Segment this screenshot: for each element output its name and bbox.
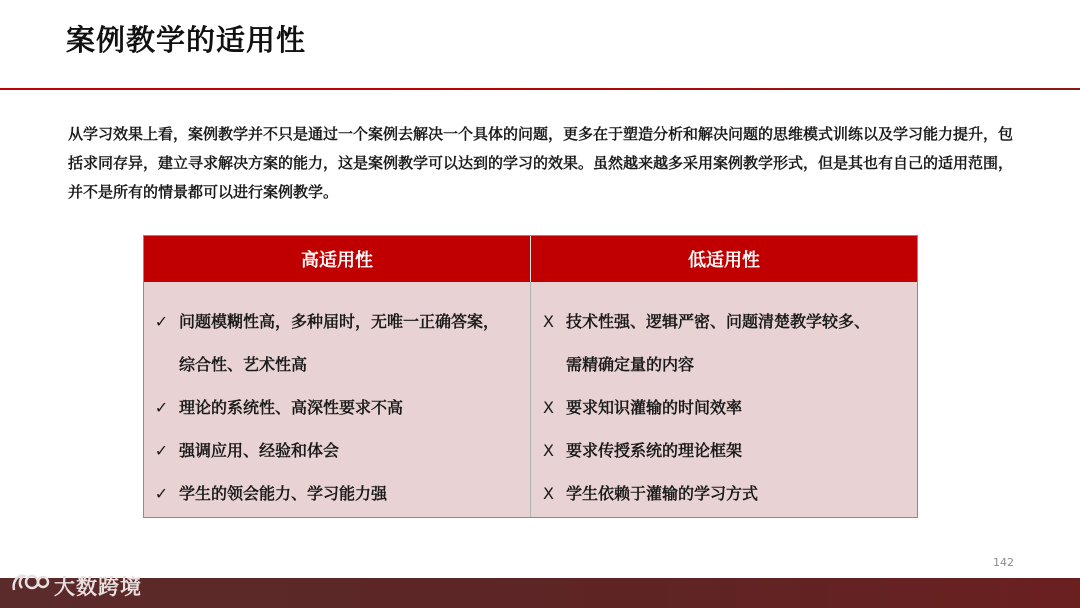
check-icon: ✓ [154, 441, 169, 460]
footer-bar [0, 578, 1080, 608]
list-item-text: 需精确定量的内容 [566, 355, 695, 374]
list-item [531, 300, 917, 386]
list-item-text: 学生依赖于灌输的学习方式 [566, 484, 759, 503]
check-icon: ✓ [154, 484, 169, 503]
watermark-text: 大数跨境 [54, 574, 142, 599]
low-applicability-column [530, 282, 917, 517]
high-applicability-header: 高适用性 [301, 250, 373, 271]
list-item [144, 472, 530, 515]
check-icon: ✓ [154, 398, 169, 417]
table-body [144, 282, 917, 517]
list-item-text: 理论的系统性、高深性要求不高 [179, 398, 404, 417]
page-number: 142 [993, 556, 1014, 569]
applicability-table [143, 235, 918, 518]
list-item-text: 技术性强、逻辑严密、问题清楚教学较多、 [566, 312, 871, 331]
cross-icon: X [543, 398, 554, 417]
check-icon: ✓ [154, 312, 169, 331]
high-applicability-column [144, 282, 530, 517]
list-item [531, 386, 917, 429]
list-item-text: 学生的领会能力、学习能力强 [179, 484, 388, 503]
list-item [144, 429, 530, 472]
cross-icon: X [543, 312, 554, 331]
watermark [10, 570, 142, 601]
list-item-text: 强调应用、经验和体会 [179, 441, 340, 460]
page-title: 案例教学的适用性 [66, 23, 307, 57]
list-item [144, 300, 530, 386]
logo-icon [10, 570, 54, 601]
list-item-text: 综合性、艺术性高 [179, 355, 308, 374]
cross-icon: X [543, 441, 554, 460]
list-item-text: 问题模糊性高，多种届时，无唯一正确答案， [179, 312, 500, 331]
low-applicability-header: 低适用性 [530, 236, 917, 282]
table-header-row [144, 236, 917, 282]
title-divider [0, 88, 1080, 90]
intro-paragraph: 从学习效果上看，案例教学并不只是通过一个案例去解决一个具体的问题，更多在于塑造分析和解决问题的思维模式训练以及学习能力提升，包括求同存异，建立寻求解决方案的能力，这是案例教学可以达到的学习的效果。虽然越来越多采用案例教学形式，但是其也有自己的适用范围，并不是所有的情景都可以进行案例教学。 [68, 125, 1014, 201]
list-item-text: 要求知识灌输的时间效率 [566, 398, 743, 417]
cross-icon: X [543, 484, 554, 503]
list-item [144, 386, 530, 429]
list-item [531, 472, 917, 515]
list-item [531, 429, 917, 472]
list-item-text: 要求传授系统的理论框架 [566, 441, 743, 460]
